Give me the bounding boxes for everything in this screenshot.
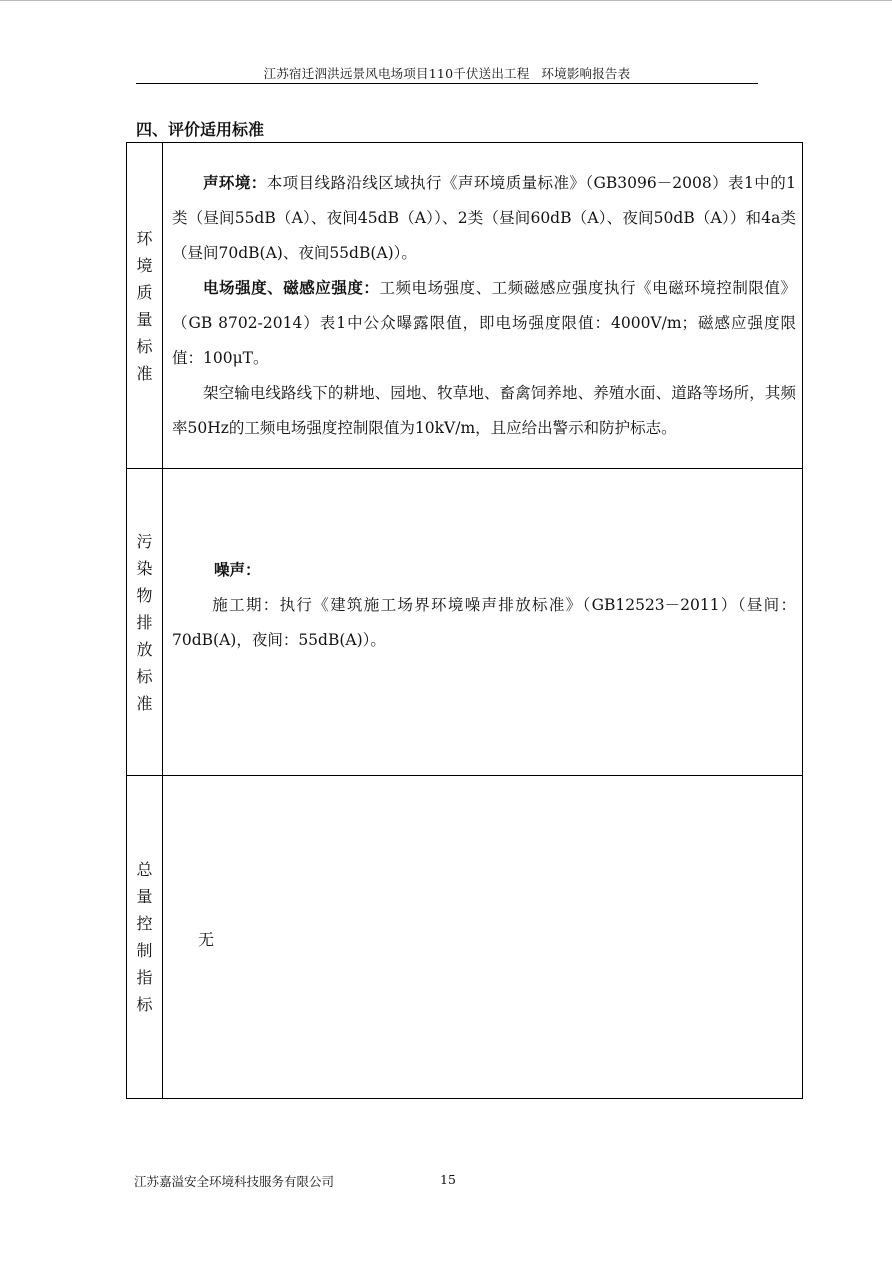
environmental-quality-content bbox=[163, 166, 802, 446]
total-control-value: 无 bbox=[198, 930, 215, 949]
table-row-environmental-quality bbox=[127, 143, 803, 469]
header-rule bbox=[136, 83, 758, 84]
total-control-content bbox=[163, 776, 802, 1098]
row-label-total-control: 总 量 控 制 指 标 bbox=[136, 860, 153, 1014]
row-label-cell bbox=[127, 143, 163, 469]
table-row-pollutant-emission bbox=[127, 469, 803, 776]
row-content-cell bbox=[163, 143, 803, 469]
page-number: 15 bbox=[440, 1172, 456, 1187]
row-content-cell bbox=[163, 469, 803, 776]
pollutant-emission-content bbox=[163, 469, 802, 775]
row-label-cell bbox=[127, 469, 163, 776]
row-label-pollutant-emission: 污 染 物 排 放 标 准 bbox=[136, 531, 153, 713]
row-content-cell bbox=[163, 776, 803, 1099]
footer-company: 江苏嘉溢安全环境科技服务有限公司 bbox=[134, 1174, 335, 1189]
row-label-environmental-quality: 环 境 质 量 标 准 bbox=[136, 228, 153, 383]
page-top-border bbox=[0, 0, 892, 1]
running-header bbox=[136, 64, 758, 82]
table-row-total-control bbox=[127, 776, 803, 1099]
paragraph-overhead-line: 架空输电线路线下的耕地、园地、牧草地、畜禽饲养地、养殖水面、道路等场所，其频率50Hz的工频电场强度控制限值为10kV/m，且应给出警示和防护标志。 bbox=[172, 383, 796, 437]
section-title: 四、评价适用标准 bbox=[136, 120, 265, 139]
header-project-title: 江苏宿迁泗洪远景风电场项目110千伏送出工程 bbox=[263, 66, 530, 81]
header-report-type: 环境影响报告表 bbox=[541, 66, 631, 81]
standards-table bbox=[126, 142, 803, 1099]
paragraph-em-field: 电场强度、磁感应强度：工频电场强度、工频磁感应强度执行《电磁环境控制限值》（GB 8702-2014）表1中公众曝露限值，即电场强度限值：4000V/m；磁感应强度限值：100μT。 bbox=[172, 278, 796, 367]
paragraph-acoustic: 声环境：本项目线路沿线区域执行《声环境质量标准》（GB3096－2008）表1中的1类（昼间55dB（A）、夜间45dB（A））、2类（昼间60dB（A）、夜间50dB（A））和4a类（昼间70dB(A)、夜间55dB(A)）。 bbox=[172, 173, 796, 262]
row-label-cell bbox=[127, 776, 163, 1099]
paragraph-construction-noise: 施工期：执行《建筑施工场界环境噪声排放标准》（GB12523－2011）（昼间：70dB(A)，夜间：55dB(A)）。 bbox=[172, 596, 796, 649]
noise-heading: 噪声： bbox=[214, 561, 261, 579]
